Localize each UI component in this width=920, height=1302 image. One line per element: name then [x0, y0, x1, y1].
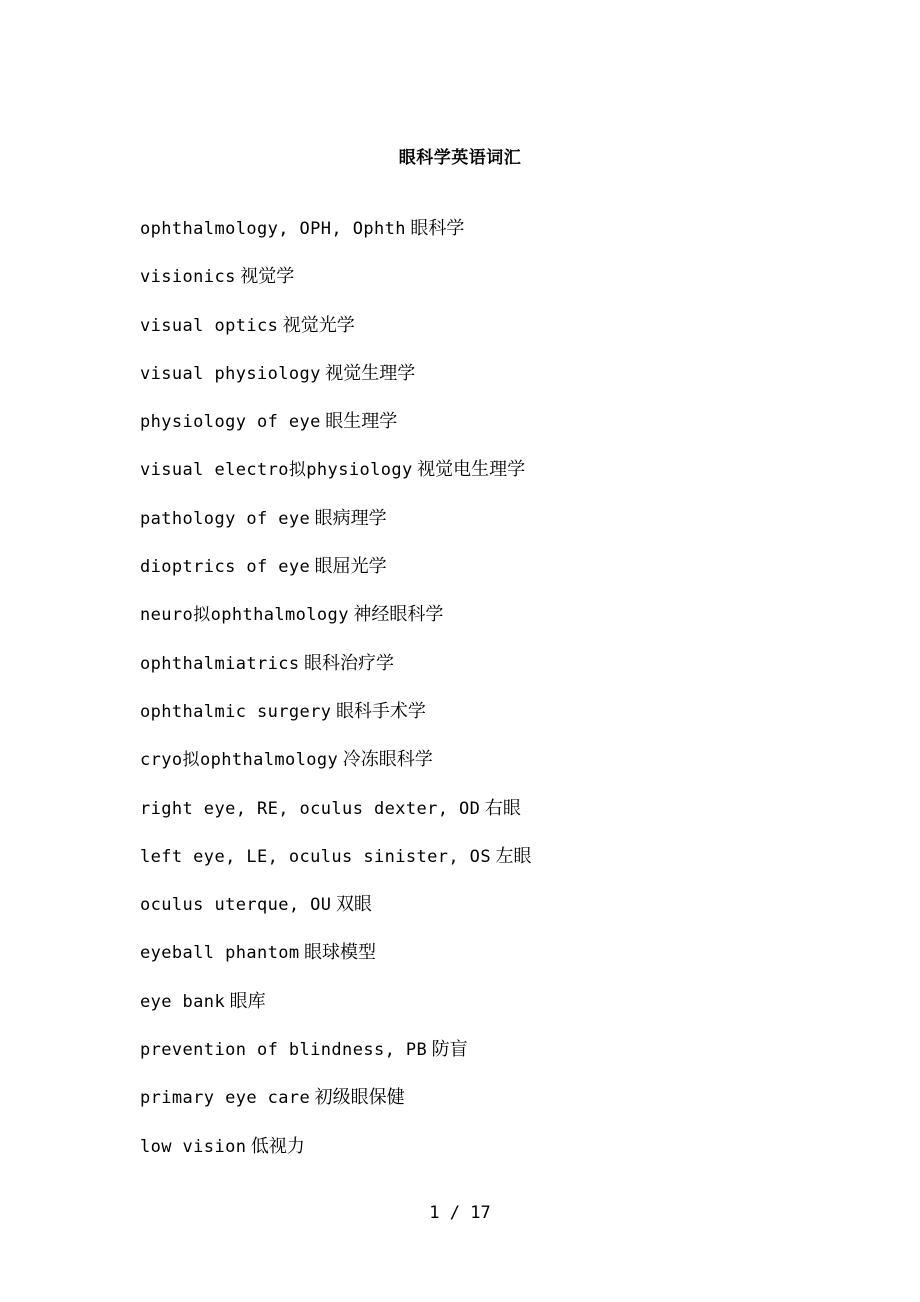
- term-list: [140, 215, 820, 1181]
- term-chinese: 右眼: [484, 797, 521, 819]
- term-entry: [140, 263, 820, 311]
- term-english: pathology of eye: [140, 508, 311, 529]
- term-chinese: 视觉学: [240, 266, 295, 288]
- term-english: eyeball phantom: [140, 943, 300, 964]
- term-chinese: 眼病理学: [314, 507, 387, 529]
- term-english: prevention of blindness, PB: [140, 1040, 428, 1061]
- term-entry: [140, 1133, 820, 1181]
- term-english: left eye, LE, oculus sinister, OS: [140, 846, 491, 867]
- term-chinese: 眼科治疗学: [304, 652, 395, 674]
- term-chinese: 眼库: [229, 990, 266, 1012]
- term-entry: [140, 553, 820, 601]
- term-chinese: 眼科学: [410, 218, 465, 239]
- term-chinese: 防盲: [431, 1039, 468, 1061]
- term-entry: [140, 698, 820, 746]
- term-english: oculus uterque, OU: [140, 895, 332, 916]
- term-entry: [140, 408, 820, 456]
- term-english: neuro拟ophthalmology: [140, 605, 349, 626]
- term-entry: [140, 456, 820, 504]
- term-entry: [140, 1084, 820, 1132]
- term-entry: [140, 746, 820, 794]
- document-title: 眼科学英语词汇: [398, 148, 522, 168]
- term-entry: [140, 988, 820, 1036]
- term-english: ophthalmology, OPH, Ophth: [140, 219, 406, 239]
- term-english: dioptrics of eye: [140, 557, 311, 578]
- term-entry: [140, 939, 820, 987]
- term-entry: [140, 650, 820, 698]
- term-chinese: 左眼: [495, 845, 532, 867]
- term-chinese: 双眼: [335, 894, 372, 916]
- term-entry: [140, 360, 820, 408]
- term-english: visionics: [140, 267, 236, 288]
- term-entry: [140, 312, 820, 360]
- term-entry: [140, 795, 820, 843]
- term-chinese: 冷冻眼科学: [342, 749, 433, 771]
- term-chinese: 视觉电生理学: [417, 459, 526, 481]
- term-english: ophthalmic surgery: [140, 701, 332, 722]
- term-english: cryo拟ophthalmology: [140, 750, 339, 771]
- term-entry: [140, 215, 820, 263]
- term-english: visual physiology: [140, 363, 321, 384]
- term-chinese: 神经眼科学: [353, 604, 444, 626]
- term-english: primary eye care: [140, 1088, 311, 1109]
- term-english: low vision: [140, 1136, 247, 1157]
- term-chinese: 初级眼保健: [314, 1087, 405, 1109]
- term-entry: [140, 1036, 820, 1084]
- term-entry: [140, 505, 820, 553]
- term-chinese: 视觉生理学: [325, 362, 416, 384]
- term-chinese: 眼生理学: [325, 411, 398, 433]
- term-english: right eye, RE, oculus dexter, OD: [140, 798, 481, 819]
- term-entry: [140, 891, 820, 939]
- term-english: physiology of eye: [140, 412, 321, 433]
- term-english: visual optics: [140, 315, 279, 336]
- term-english: eye bank: [140, 991, 226, 1012]
- term-entry: [140, 601, 820, 649]
- term-chinese: 眼球模型: [304, 942, 377, 964]
- term-english: visual electro拟physiology: [140, 460, 413, 481]
- term-chinese: 眼科手术学: [335, 700, 426, 722]
- term-chinese: 视觉光学: [282, 314, 355, 336]
- term-chinese: 低视力: [250, 1135, 305, 1157]
- term-chinese: 眼屈光学: [314, 556, 387, 578]
- page-number: 1 / 17: [429, 1203, 491, 1223]
- term-entry: [140, 843, 820, 891]
- term-english: ophthalmiatrics: [140, 653, 300, 674]
